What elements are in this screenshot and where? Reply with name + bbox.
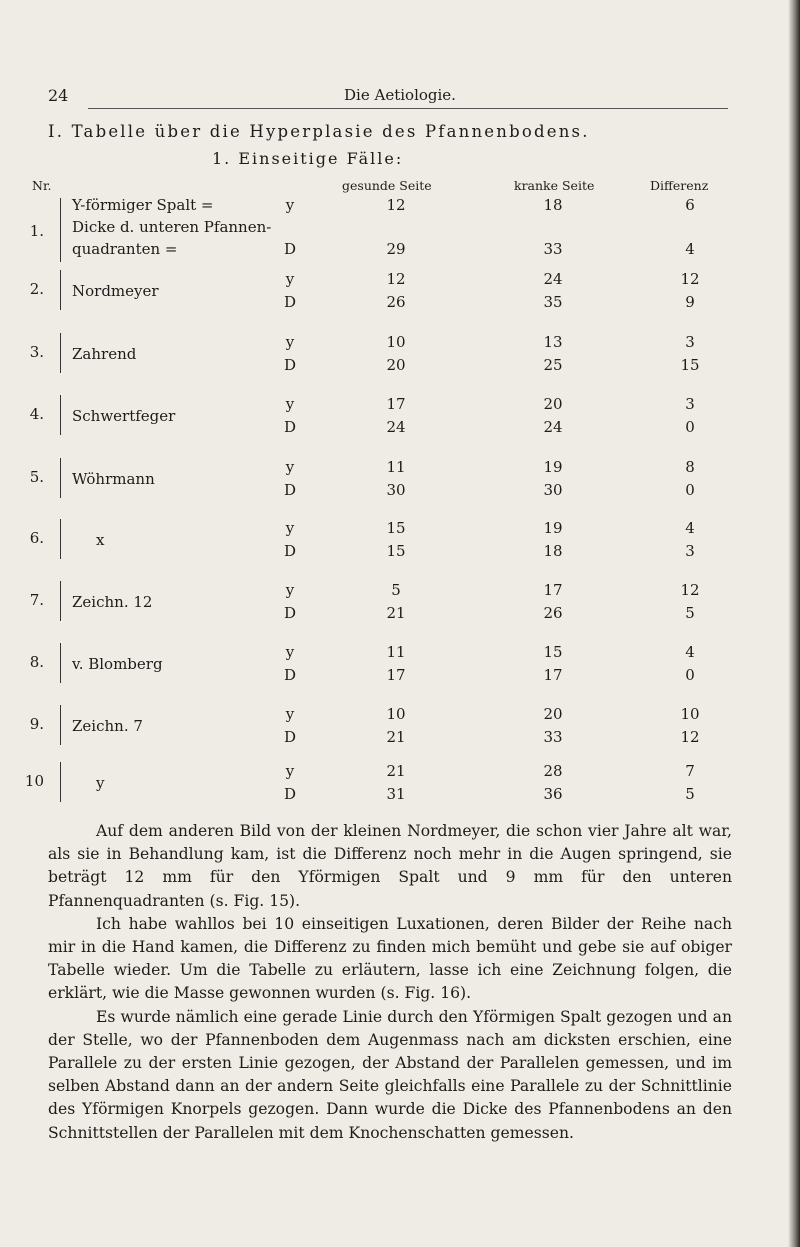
sick-value: 17 <box>543 581 563 599</box>
healthy-value: 17 <box>386 395 406 413</box>
healthy-value: 5 <box>391 581 401 599</box>
sick-value: 33 <box>543 240 563 258</box>
measure-label: y <box>285 458 295 476</box>
sick-value: 25 <box>543 356 563 374</box>
healthy-value: 26 <box>386 293 406 311</box>
difference-value: 5 <box>685 604 695 622</box>
healthy-value: 21 <box>386 762 406 780</box>
difference-value: 6 <box>685 196 695 214</box>
healthy-value: 17 <box>386 666 406 684</box>
sick-value: 17 <box>543 666 563 684</box>
row-number: 9. <box>29 715 44 733</box>
row-brace <box>60 581 67 621</box>
column-header-sick: kranke Seite <box>514 178 595 193</box>
healthy-value: 31 <box>386 785 406 803</box>
difference-value: 4 <box>685 240 695 258</box>
sick-value: 24 <box>543 418 563 436</box>
sick-value: 33 <box>543 728 563 746</box>
row-label: Zeichn. 7 <box>72 717 143 735</box>
measure-label: D <box>283 785 297 803</box>
difference-value: 4 <box>685 643 695 661</box>
healthy-value: 21 <box>386 604 406 622</box>
body-text <box>48 820 732 1145</box>
measure-label: D <box>283 666 297 684</box>
row-brace <box>60 705 67 745</box>
row-label: Zeichn. 12 <box>72 593 153 611</box>
healthy-value: 21 <box>386 728 406 746</box>
row-brace <box>60 458 67 498</box>
row-number: 10 <box>24 772 44 790</box>
paragraph: Es wurde nämlich eine gerade Linie durch den Yförmigen Spalt gezogen und an der Stelle, wo der Pfannenboden dem Augenmass nach am dicksten erschien, eine Parallele zu der ersten Linie gezogen, der Abstand der Parallelen gemessen, und im selben Abstand dann an der andern Seite gleichfalls eine Parallele zu der Schnittlinie des Yförmigen Knorpels gezogen. Dann wurde die Dicke des Pfannenbodens an den Schnittstellen der Parallelen mit dem Knochenschatten gemessen. <box>48 1007 732 1142</box>
difference-value: 4 <box>685 519 695 537</box>
measure-label: D <box>283 418 297 436</box>
measure-label: y <box>285 333 295 351</box>
difference-value: 8 <box>685 458 695 476</box>
running-head: Die Aetiologie. <box>344 86 456 104</box>
row-label: Dicke d. unteren Pfannen- <box>72 218 272 236</box>
page-number: 24 <box>48 86 69 105</box>
difference-value: 9 <box>685 293 695 311</box>
sick-value: 30 <box>543 481 563 499</box>
measure-label: D <box>283 604 297 622</box>
row-label: quadranten = <box>72 240 178 258</box>
sick-value: 36 <box>543 785 563 803</box>
row-number: 5. <box>29 468 44 486</box>
measure-label: D <box>283 293 297 311</box>
sick-value: 18 <box>543 542 563 560</box>
measure-label: y <box>285 196 295 214</box>
measure-label: D <box>283 356 297 374</box>
sick-value: 19 <box>543 519 563 537</box>
difference-value: 3 <box>685 542 695 560</box>
row-brace <box>60 762 67 802</box>
row-number: 3. <box>29 343 44 361</box>
difference-value: 3 <box>685 395 695 413</box>
difference-value: 12 <box>680 581 700 599</box>
row-label: Wöhrmann <box>72 470 155 488</box>
measure-label: D <box>283 728 297 746</box>
sick-value: 13 <box>543 333 563 351</box>
sick-value: 15 <box>543 643 563 661</box>
row-label: v. Blomberg <box>72 655 163 673</box>
measure-label: y <box>285 705 295 723</box>
measure-label: y <box>285 395 295 413</box>
measure-label: y <box>285 581 295 599</box>
measure-label: y <box>285 270 295 288</box>
row-label: y <box>96 774 105 792</box>
healthy-value: 12 <box>386 270 406 288</box>
difference-value: 0 <box>685 418 695 436</box>
row-number: 8. <box>29 653 44 671</box>
sick-value: 28 <box>543 762 563 780</box>
page-edge-shadow <box>788 0 800 1247</box>
sick-value: 20 <box>543 705 563 723</box>
healthy-value: 12 <box>386 196 406 214</box>
row-brace <box>60 333 67 373</box>
sick-value: 18 <box>543 196 563 214</box>
row-brace <box>60 395 67 435</box>
measure-label: D <box>283 240 297 258</box>
measure-label: D <box>283 542 297 560</box>
difference-value: 15 <box>680 356 700 374</box>
difference-value: 12 <box>680 270 700 288</box>
difference-value: 12 <box>680 728 700 746</box>
healthy-value: 24 <box>386 418 406 436</box>
row-brace <box>60 643 67 683</box>
row-number: 7. <box>29 591 44 609</box>
sick-value: 19 <box>543 458 563 476</box>
healthy-value: 10 <box>386 705 406 723</box>
difference-value: 0 <box>685 666 695 684</box>
column-header-difference: Differenz <box>650 178 709 193</box>
sick-value: 20 <box>543 395 563 413</box>
table-title: I. Tabelle über die Hyperplasie des Pfannenbodens. <box>48 122 590 141</box>
healthy-value: 15 <box>386 542 406 560</box>
difference-value: 10 <box>680 705 700 723</box>
sick-value: 26 <box>543 604 563 622</box>
healthy-value: 11 <box>386 458 406 476</box>
column-header-nr: Nr. <box>32 178 52 193</box>
difference-value: 5 <box>685 785 695 803</box>
healthy-value: 20 <box>386 356 406 374</box>
row-brace <box>60 519 67 559</box>
healthy-value: 11 <box>386 643 406 661</box>
difference-value: 7 <box>685 762 695 780</box>
sick-value: 24 <box>543 270 563 288</box>
row-label: x <box>96 531 105 549</box>
column-header-healthy: gesunde Seite <box>342 178 432 193</box>
row-label: Zahrend <box>72 345 137 363</box>
healthy-value: 30 <box>386 481 406 499</box>
measure-label: y <box>285 643 295 661</box>
row-brace <box>60 198 67 262</box>
difference-value: 0 <box>685 481 695 499</box>
row-number: 6. <box>29 529 44 547</box>
sick-value: 35 <box>543 293 563 311</box>
row-label: Y-förmiger Spalt = <box>72 196 214 214</box>
row-number: 4. <box>29 405 44 423</box>
paragraph: Ich habe wahllos bei 10 einseitigen Luxationen, deren Bilder der Reihe nach mir in die Hand kamen, die Differenz zu finden mich bemüht und gebe sie auf obiger Tabelle wieder. Um die Tabelle zu erläutern, lasse ich eine Zeichnung folgen, die erklärt, wie die Masse gewonnen wurden (s. Fig. 16). <box>48 914 732 1003</box>
measure-label: y <box>285 519 295 537</box>
paragraph: Auf dem anderen Bild von der kleinen Nordmeyer, die schon vier Jahre alt war, als sie in Behandlung kam, ist die Differenz noch mehr in die Augen springend, sie beträgt 12 mm für den Yförmigen Spalt und 9 mm für den unteren Pfannenquadranten (s. Fig. 15). <box>48 822 732 910</box>
healthy-value: 10 <box>386 333 406 351</box>
row-number: 2. <box>29 280 44 298</box>
row-label: Schwertfeger <box>72 407 176 425</box>
difference-value: 3 <box>685 333 695 351</box>
row-brace <box>60 270 67 310</box>
row-label: Nordmeyer <box>72 282 159 300</box>
table-subtitle: 1. Einseitige Fälle: <box>212 149 404 168</box>
healthy-value: 29 <box>386 240 406 258</box>
row-number: 1. <box>29 222 44 240</box>
measure-label: D <box>283 481 297 499</box>
healthy-value: 15 <box>386 519 406 537</box>
measure-label: y <box>285 762 295 780</box>
